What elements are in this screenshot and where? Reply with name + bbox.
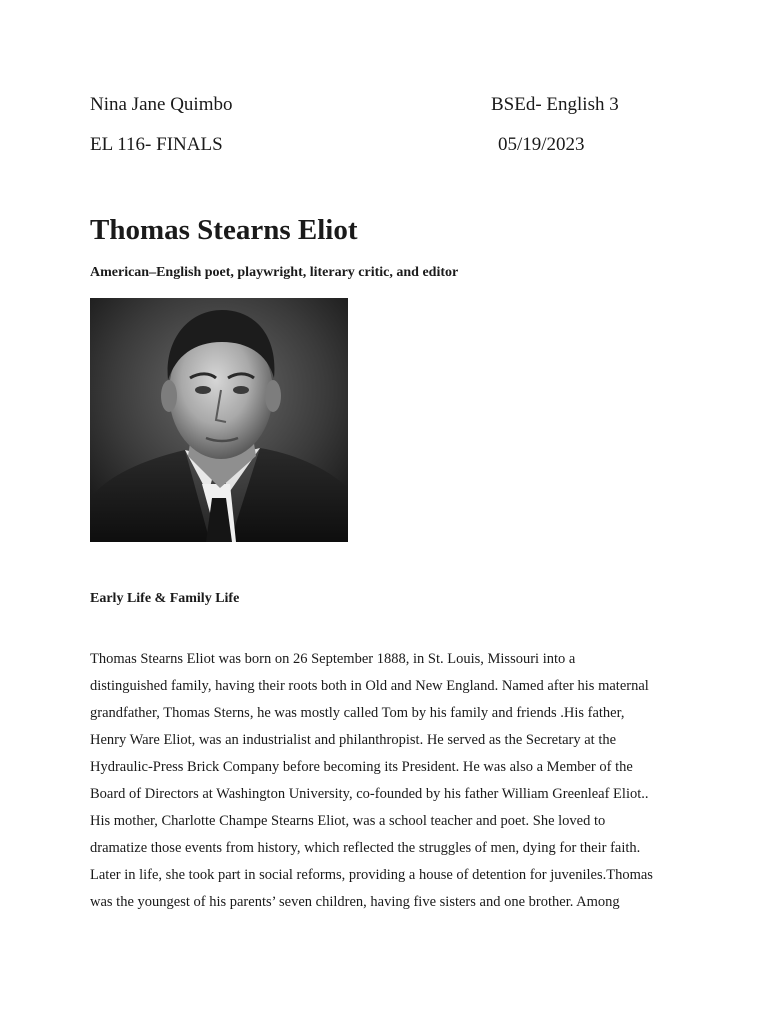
student-name: Nina Jane Quimbo [90,94,233,115]
subject-code: EL 116- FINALS [90,134,223,155]
course-year: BSEd- English 3 [491,94,619,115]
body-line: grandfather, Thomas Sterns, he was mostly called Tom by his family and friends .His father, [90,705,625,721]
body-line: Board of Directors at Washington University, co-founded by his father William Greenleaf Eliot.. [90,786,649,802]
page-title: Thomas Stearns Eliot [90,214,358,246]
body-line: Henry Ware Eliot, was an industrialist and philanthropist. He served as the Secretary at the [90,732,617,748]
body-line: distinguished family, having their roots both in Old and New England. Named after his maternal [90,678,649,694]
body-line: Hydraulic-Press Brick Company before becoming its President. He was also a Member of the [90,759,633,775]
portrait-photo [90,298,348,542]
body-line: His mother, Charlotte Champe Stearns Eliot, was a school teacher and poet. She loved to [90,813,606,829]
section-heading: Early Life & Family Life [90,591,240,606]
body-line: Later in life, she took part in social reforms, providing a house of detention for juveniles.Thomas [90,867,653,883]
page-subtitle: American–English poet, playwright, literary critic, and editor [90,265,459,280]
body-line: was the youngest of his parents’ seven children, having five sisters and one brother. Among [90,894,620,910]
body-paragraph [90,649,690,919]
body-line: dramatize those events from history, which reflected the struggles of men, dying for their faith. [90,840,641,856]
date: 05/19/2023 [498,134,585,155]
body-line: Thomas Stearns Eliot was born on 26 September 1888, in St. Louis, Missouri into a [90,651,576,667]
